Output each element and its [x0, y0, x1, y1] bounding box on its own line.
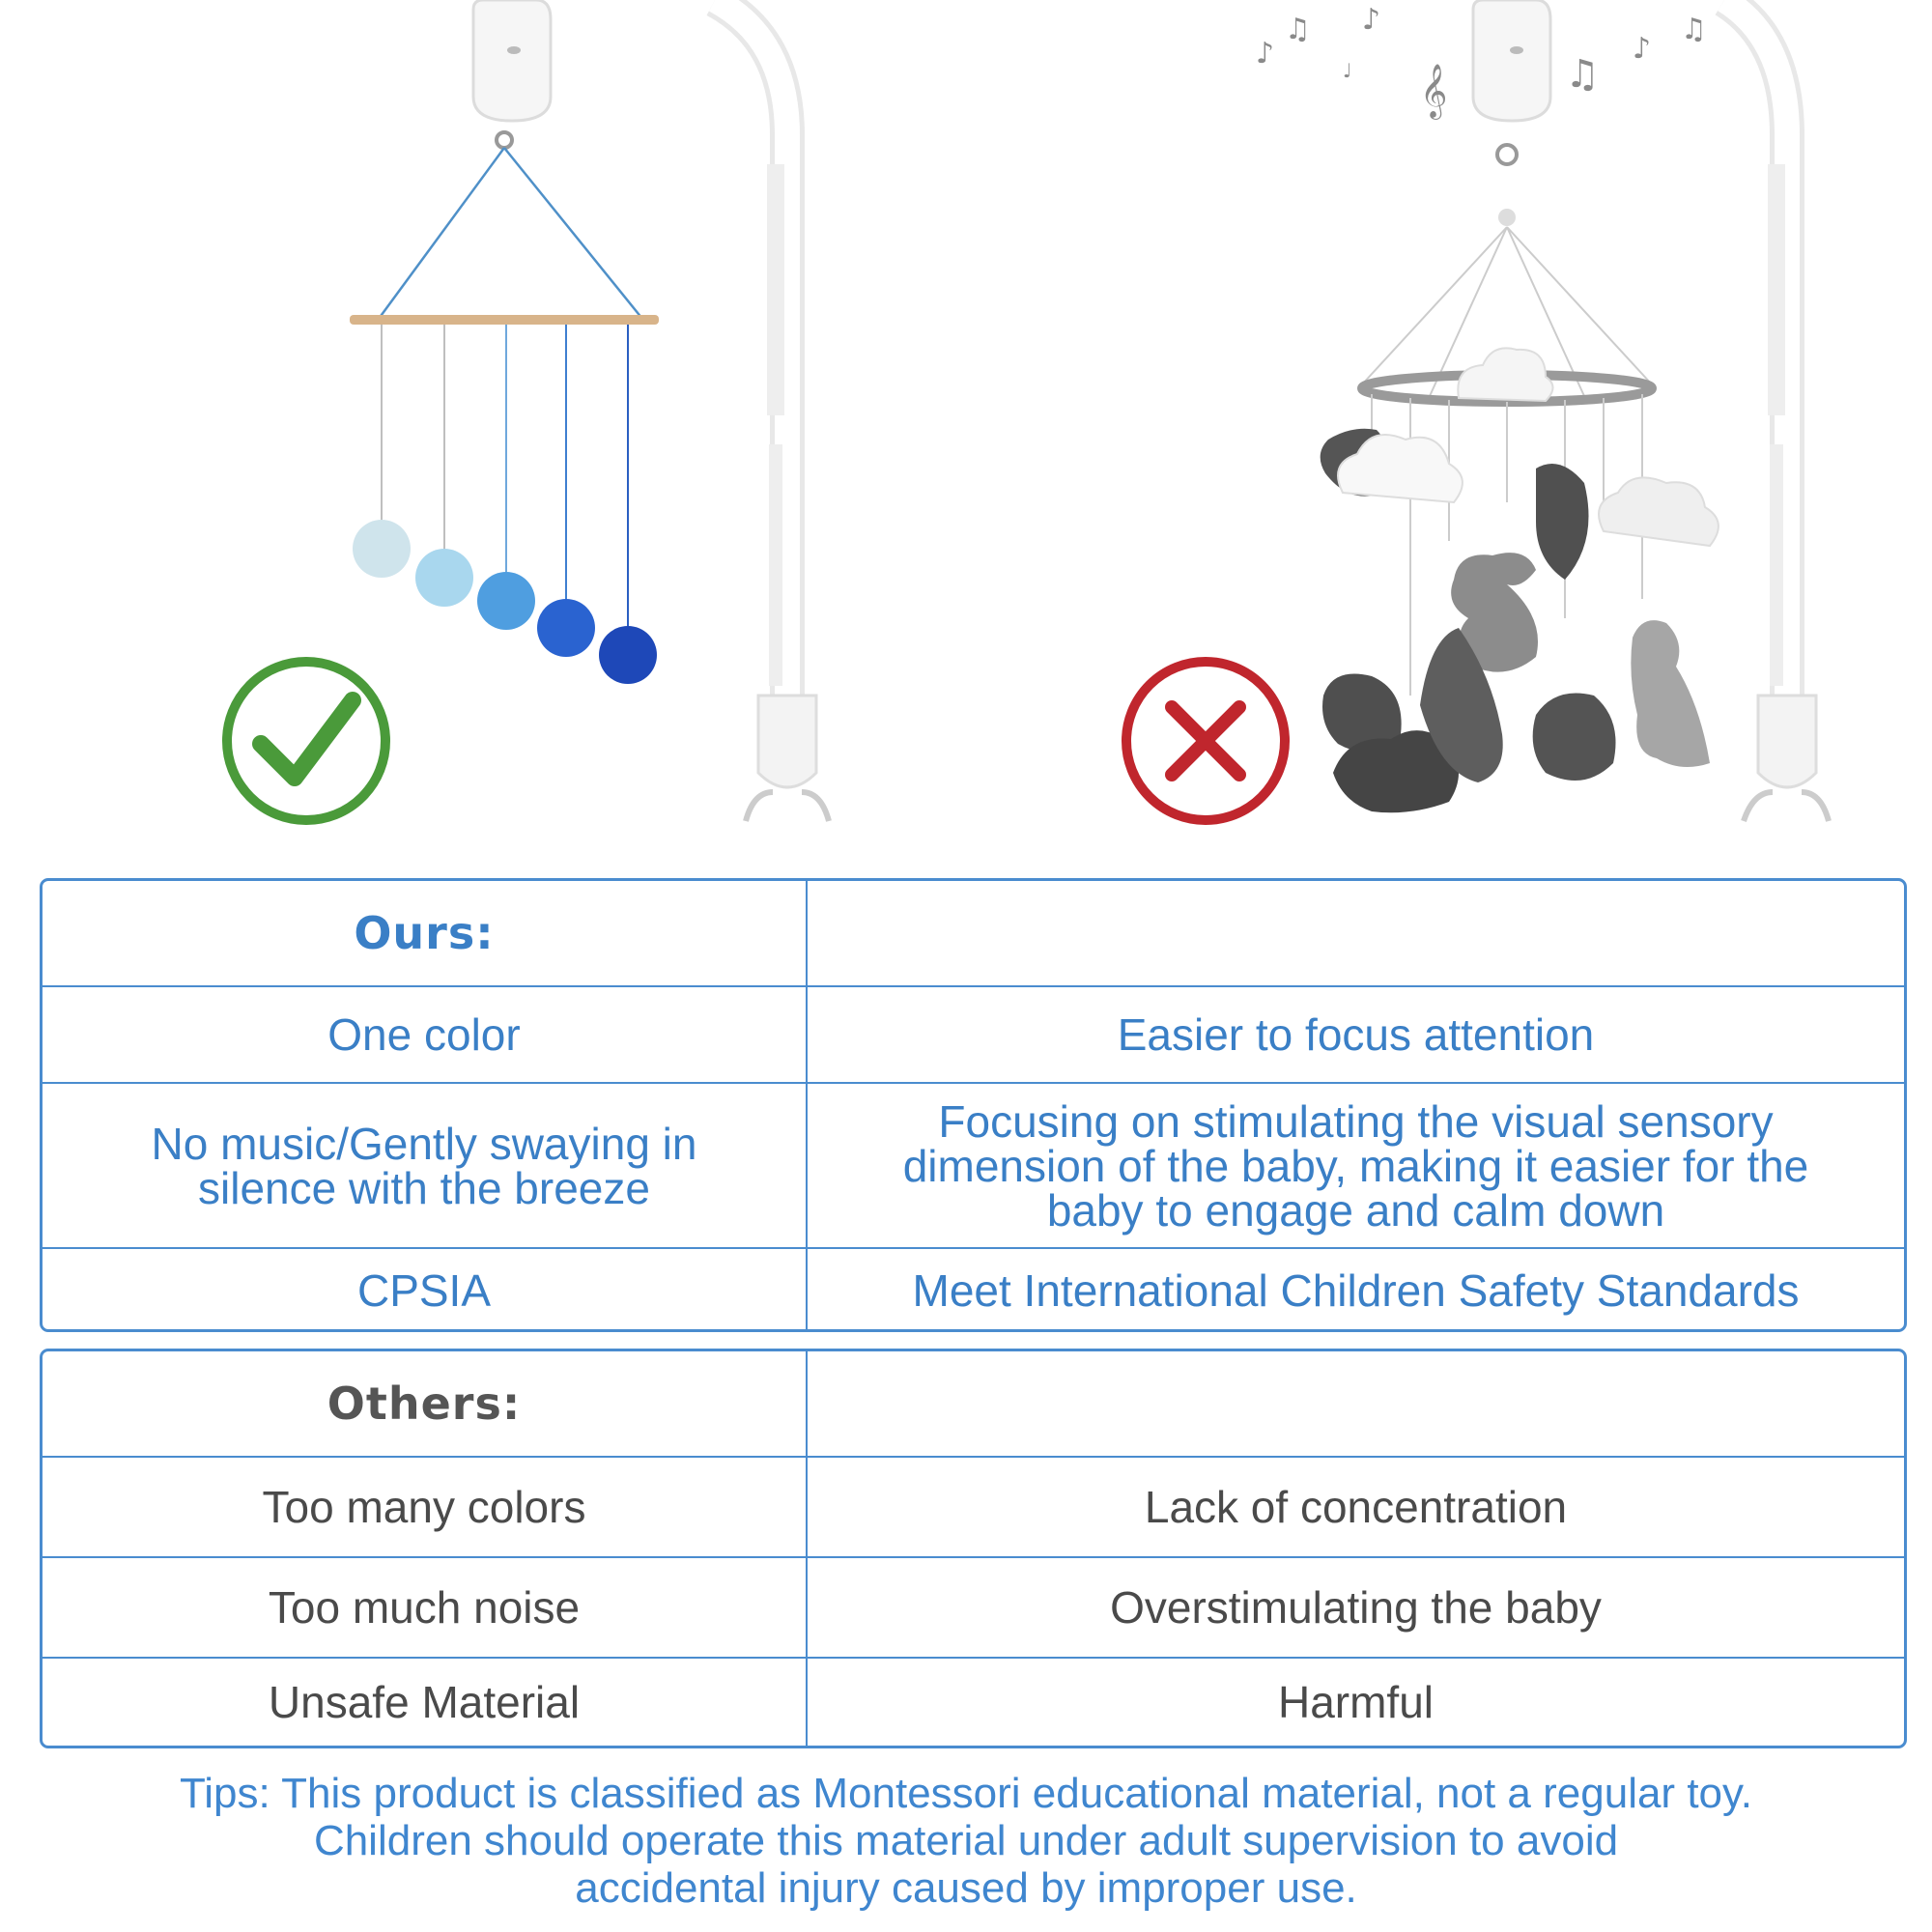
svg-text:♫: ♫ — [1285, 13, 1311, 46]
feature-cell: Too many colors — [43, 1458, 808, 1556]
tips-line-1: Tips: This product is classified as Montessori educational material, not a regular toy. — [180, 1770, 1752, 1817]
tips-line-3: accidental injury caused by improper use. — [575, 1864, 1357, 1912]
benefit-cell: Harmful — [1277, 1677, 1435, 1727]
cross-circle-icon — [1126, 662, 1285, 820]
feature-cell: CPSIA — [43, 1249, 808, 1331]
benefit-cell: Meet International Children Safety Standards — [912, 1264, 1800, 1316]
svg-text:♫: ♫ — [1565, 52, 1600, 97]
empty-header-cell — [808, 881, 1904, 985]
table-row — [43, 1247, 1904, 1331]
table-row — [43, 1456, 1904, 1556]
table-header-row — [43, 881, 1904, 985]
others-heading: Others: — [43, 1351, 808, 1456]
check-circle-icon — [227, 662, 385, 820]
svg-text:♪: ♪ — [1256, 37, 1275, 71]
tips-line-2: Children should operate this material under adult supervision to avoid — [313, 1817, 1619, 1864]
feature-cell: Too much noise — [43, 1558, 808, 1657]
svg-text:𝄞: 𝄞 — [1420, 64, 1448, 118]
feature-cell: Unsafe Material — [43, 1659, 808, 1746]
benefit-cell: Overstimulating the baby — [1110, 1582, 1602, 1633]
product-comparison-illustration — [0, 0, 1932, 860]
table-header-row — [43, 1351, 1904, 1456]
table-row — [43, 985, 1904, 1082]
svg-text:♪: ♪ — [1633, 32, 1652, 66]
benefit-cell: Easier to focus attention — [1117, 1009, 1595, 1060]
feature-cell: One color — [43, 987, 808, 1082]
svg-text:♩: ♩ — [1343, 59, 1352, 82]
colorful-musical-mobile-image — [1321, 0, 1829, 821]
ours-heading: Ours: — [43, 881, 808, 985]
empty-header-cell — [808, 1351, 1904, 1456]
svg-text:♫: ♫ — [1681, 13, 1707, 46]
benefit-cell: Lack of concentration — [1144, 1482, 1568, 1532]
table-row — [43, 1556, 1904, 1657]
svg-text:♪: ♪ — [1362, 3, 1381, 37]
table-row — [43, 1082, 1904, 1247]
safety-tips — [0, 1770, 1932, 1912]
benefit-cell: Focusing on stimulating the visual sensory dimension of the baby, making it easier for the baby to engage and calm down — [902, 1095, 1809, 1236]
ours-comparison-table — [40, 878, 1907, 1332]
montessori-mobile-image — [350, 0, 829, 821]
feature-cell: No music/Gently swaying in silence with the breeze — [43, 1084, 808, 1247]
table-row — [43, 1657, 1904, 1746]
others-comparison-table — [40, 1349, 1907, 1748]
